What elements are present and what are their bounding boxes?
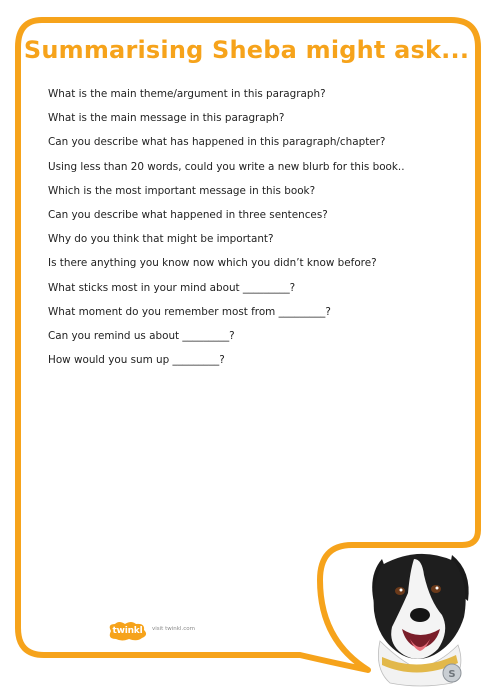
question-item: Which is the most important message in this book?: [48, 184, 316, 197]
question-item: What sticks most in your mind about _________?: [48, 281, 296, 294]
svg-text:S: S: [448, 669, 456, 680]
question-item: Can you describe what has happened in this paragraph/chapter?: [48, 136, 386, 149]
question-item: Using less than 20 words, could you write a new blurb for this book..: [48, 160, 405, 173]
page-title: Summarising Sheba might ask...: [23, 36, 470, 64]
border-collie-dog-illustration-icon: [360, 545, 476, 687]
question-item: What is the main message in this paragraph?: [48, 112, 285, 125]
question-item: Why do you think that might be important?: [48, 233, 274, 246]
question-item: How would you sum up _________?: [48, 354, 225, 367]
question-item: Is there anything you know now which you didn’t know before?: [48, 257, 377, 270]
logo-text: twinkl: [112, 626, 143, 636]
twinkl-logo[interactable]: [105, 620, 150, 642]
question-item: Can you describe what happened in three sentences?: [48, 208, 328, 221]
question-item: What moment do you remember most from _________?: [48, 305, 331, 318]
question-item: What is the main theme/argument in this paragraph?: [48, 88, 326, 100]
question-item: Can you remind us about _________?: [48, 329, 235, 342]
question-list: [48, 82, 468, 372]
footer-url[interactable]: visit twinkl.com: [152, 626, 195, 632]
